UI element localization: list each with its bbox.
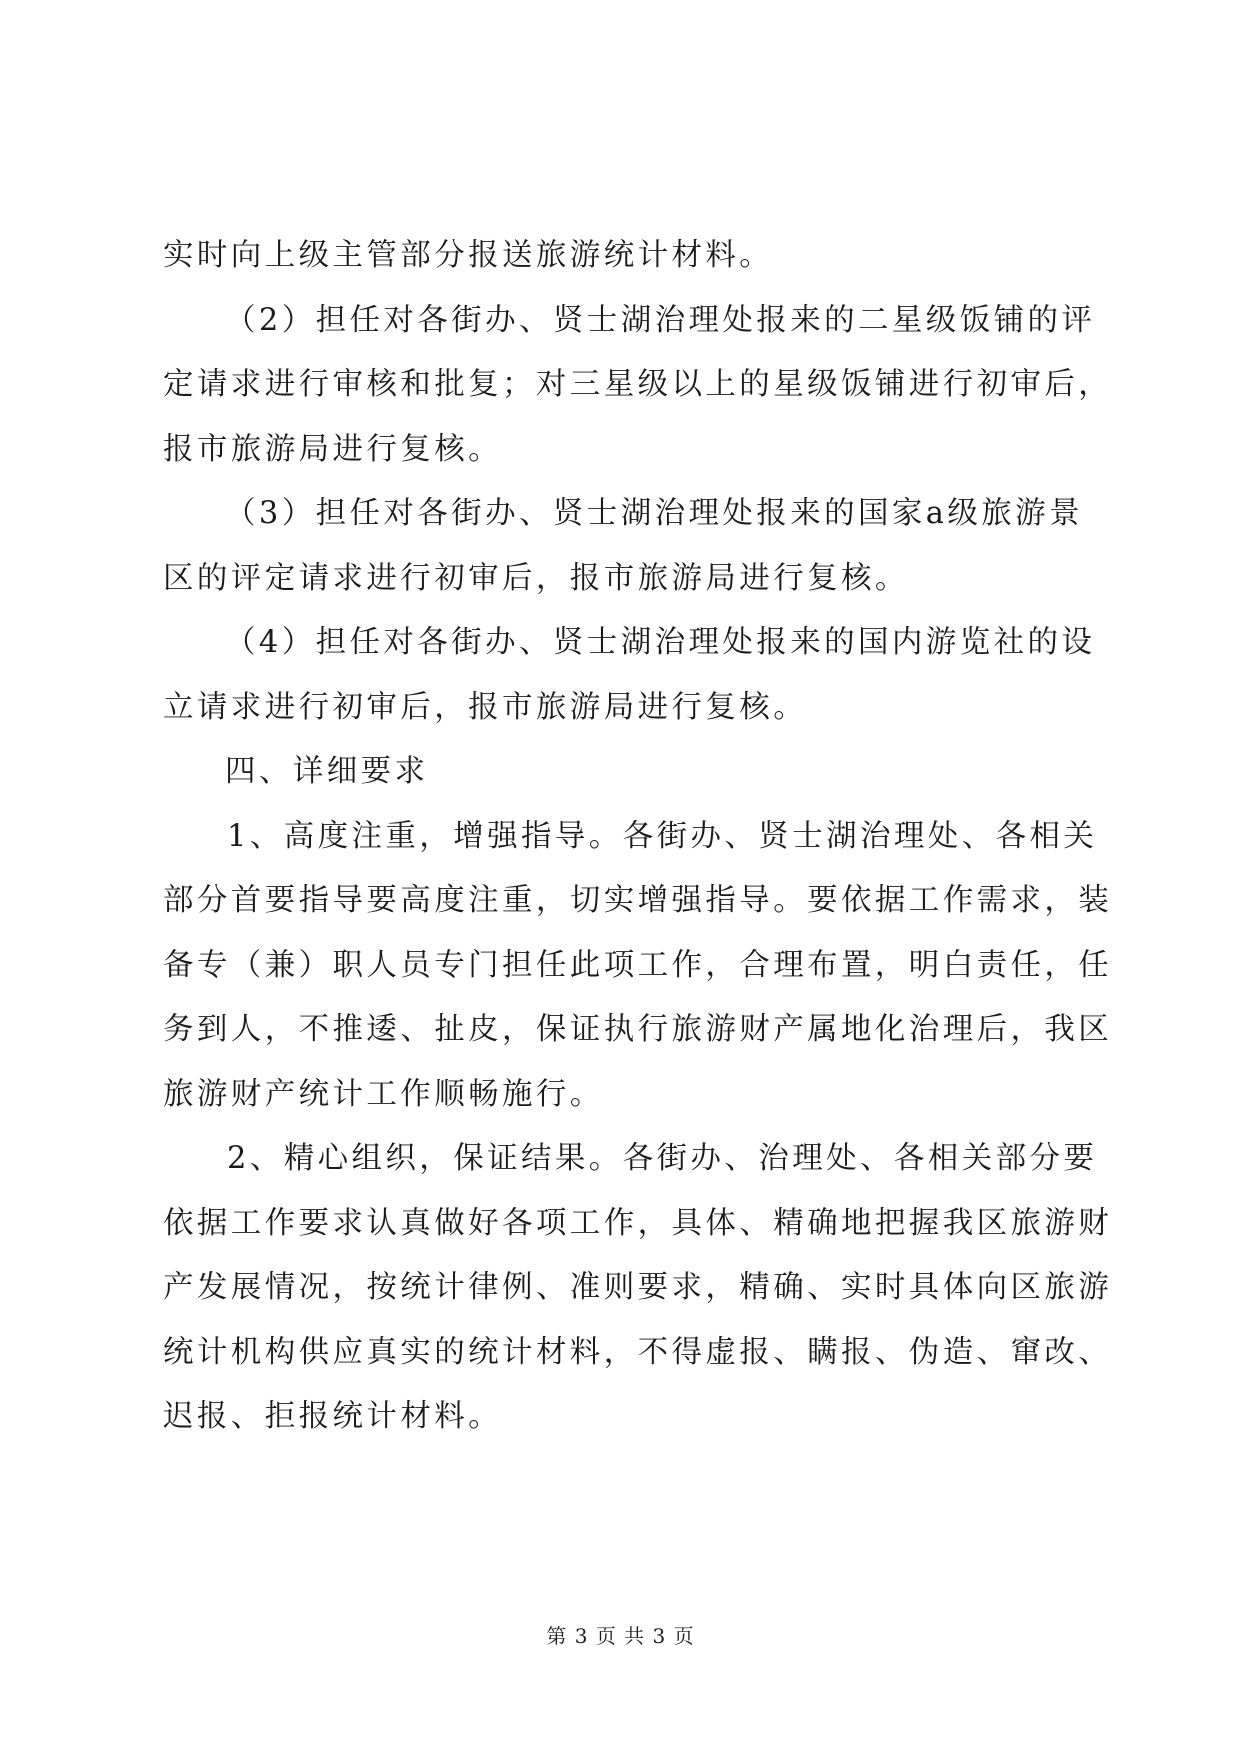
text-line-item-2-start: （2）担任对各街办、贤士湖治理处报来的二星级饭铺的评 — [225, 302, 1096, 338]
text-line: 备专（兼）职人员专门担任此项工作，合理布置，明白责任，任 — [163, 947, 1113, 983]
text-line-item-4-start: （4）担任对各街办、贤士湖治理处报来的国内游览社的设 — [225, 625, 1096, 660]
text-line: 部分首要指导要高度注重，切实增强指导。要依据工作需求，装 — [163, 883, 1113, 918]
text-line: 实时向上级主管部分报送旅游统计材料。 — [163, 238, 774, 273]
page-number-footer: 第 3 页 共 3 页 — [546, 1624, 695, 1648]
text-line-item-3-start: （3）担任对各街办、贤士湖治理处报来的国家a级旅游景 — [225, 496, 1083, 531]
text-line: 产发展情况，按统计律例、准则要求，精确、实时具体向区旅游 — [163, 1270, 1113, 1305]
text-line-point-1-start: 1、高度注重，增强指导。各街办、贤士湖治理处、各相关 — [227, 818, 1098, 854]
text-line: 依据工作要求认真做好各项工作，具体、精确地把握我区旅游财 — [163, 1205, 1113, 1241]
text-line: 统计机构供应真实的统计材料，不得虚报、瞒报、伪造、窜改、 — [163, 1334, 1113, 1370]
text-line-point-2-start: 2、精心组织，保证结果。各街办、治理处、各相关部分要 — [227, 1141, 1098, 1176]
document-body — [163, 224, 1113, 1450]
text-line: 定请求进行审核和批复；对三星级以上的星级饭铺进行初审后， — [163, 367, 1113, 402]
text-line: 旅游财产统计工作顺畅施行。 — [163, 1076, 604, 1112]
text-line: 迟报、拒报统计材料。 — [163, 1399, 502, 1434]
section-heading: 四、详细要求 — [225, 754, 429, 789]
text-line: 立请求进行初审后，报市旅游局进行复核。 — [163, 689, 808, 725]
text-line: 区的评定请求进行初审后，报市旅游局进行复核。 — [163, 560, 909, 596]
text-line: 务到人，不推逶、扯皮，保证执行旅游财产属地化治理后，我区 — [163, 1012, 1113, 1047]
text-line: 报市旅游局进行复核。 — [163, 431, 502, 467]
